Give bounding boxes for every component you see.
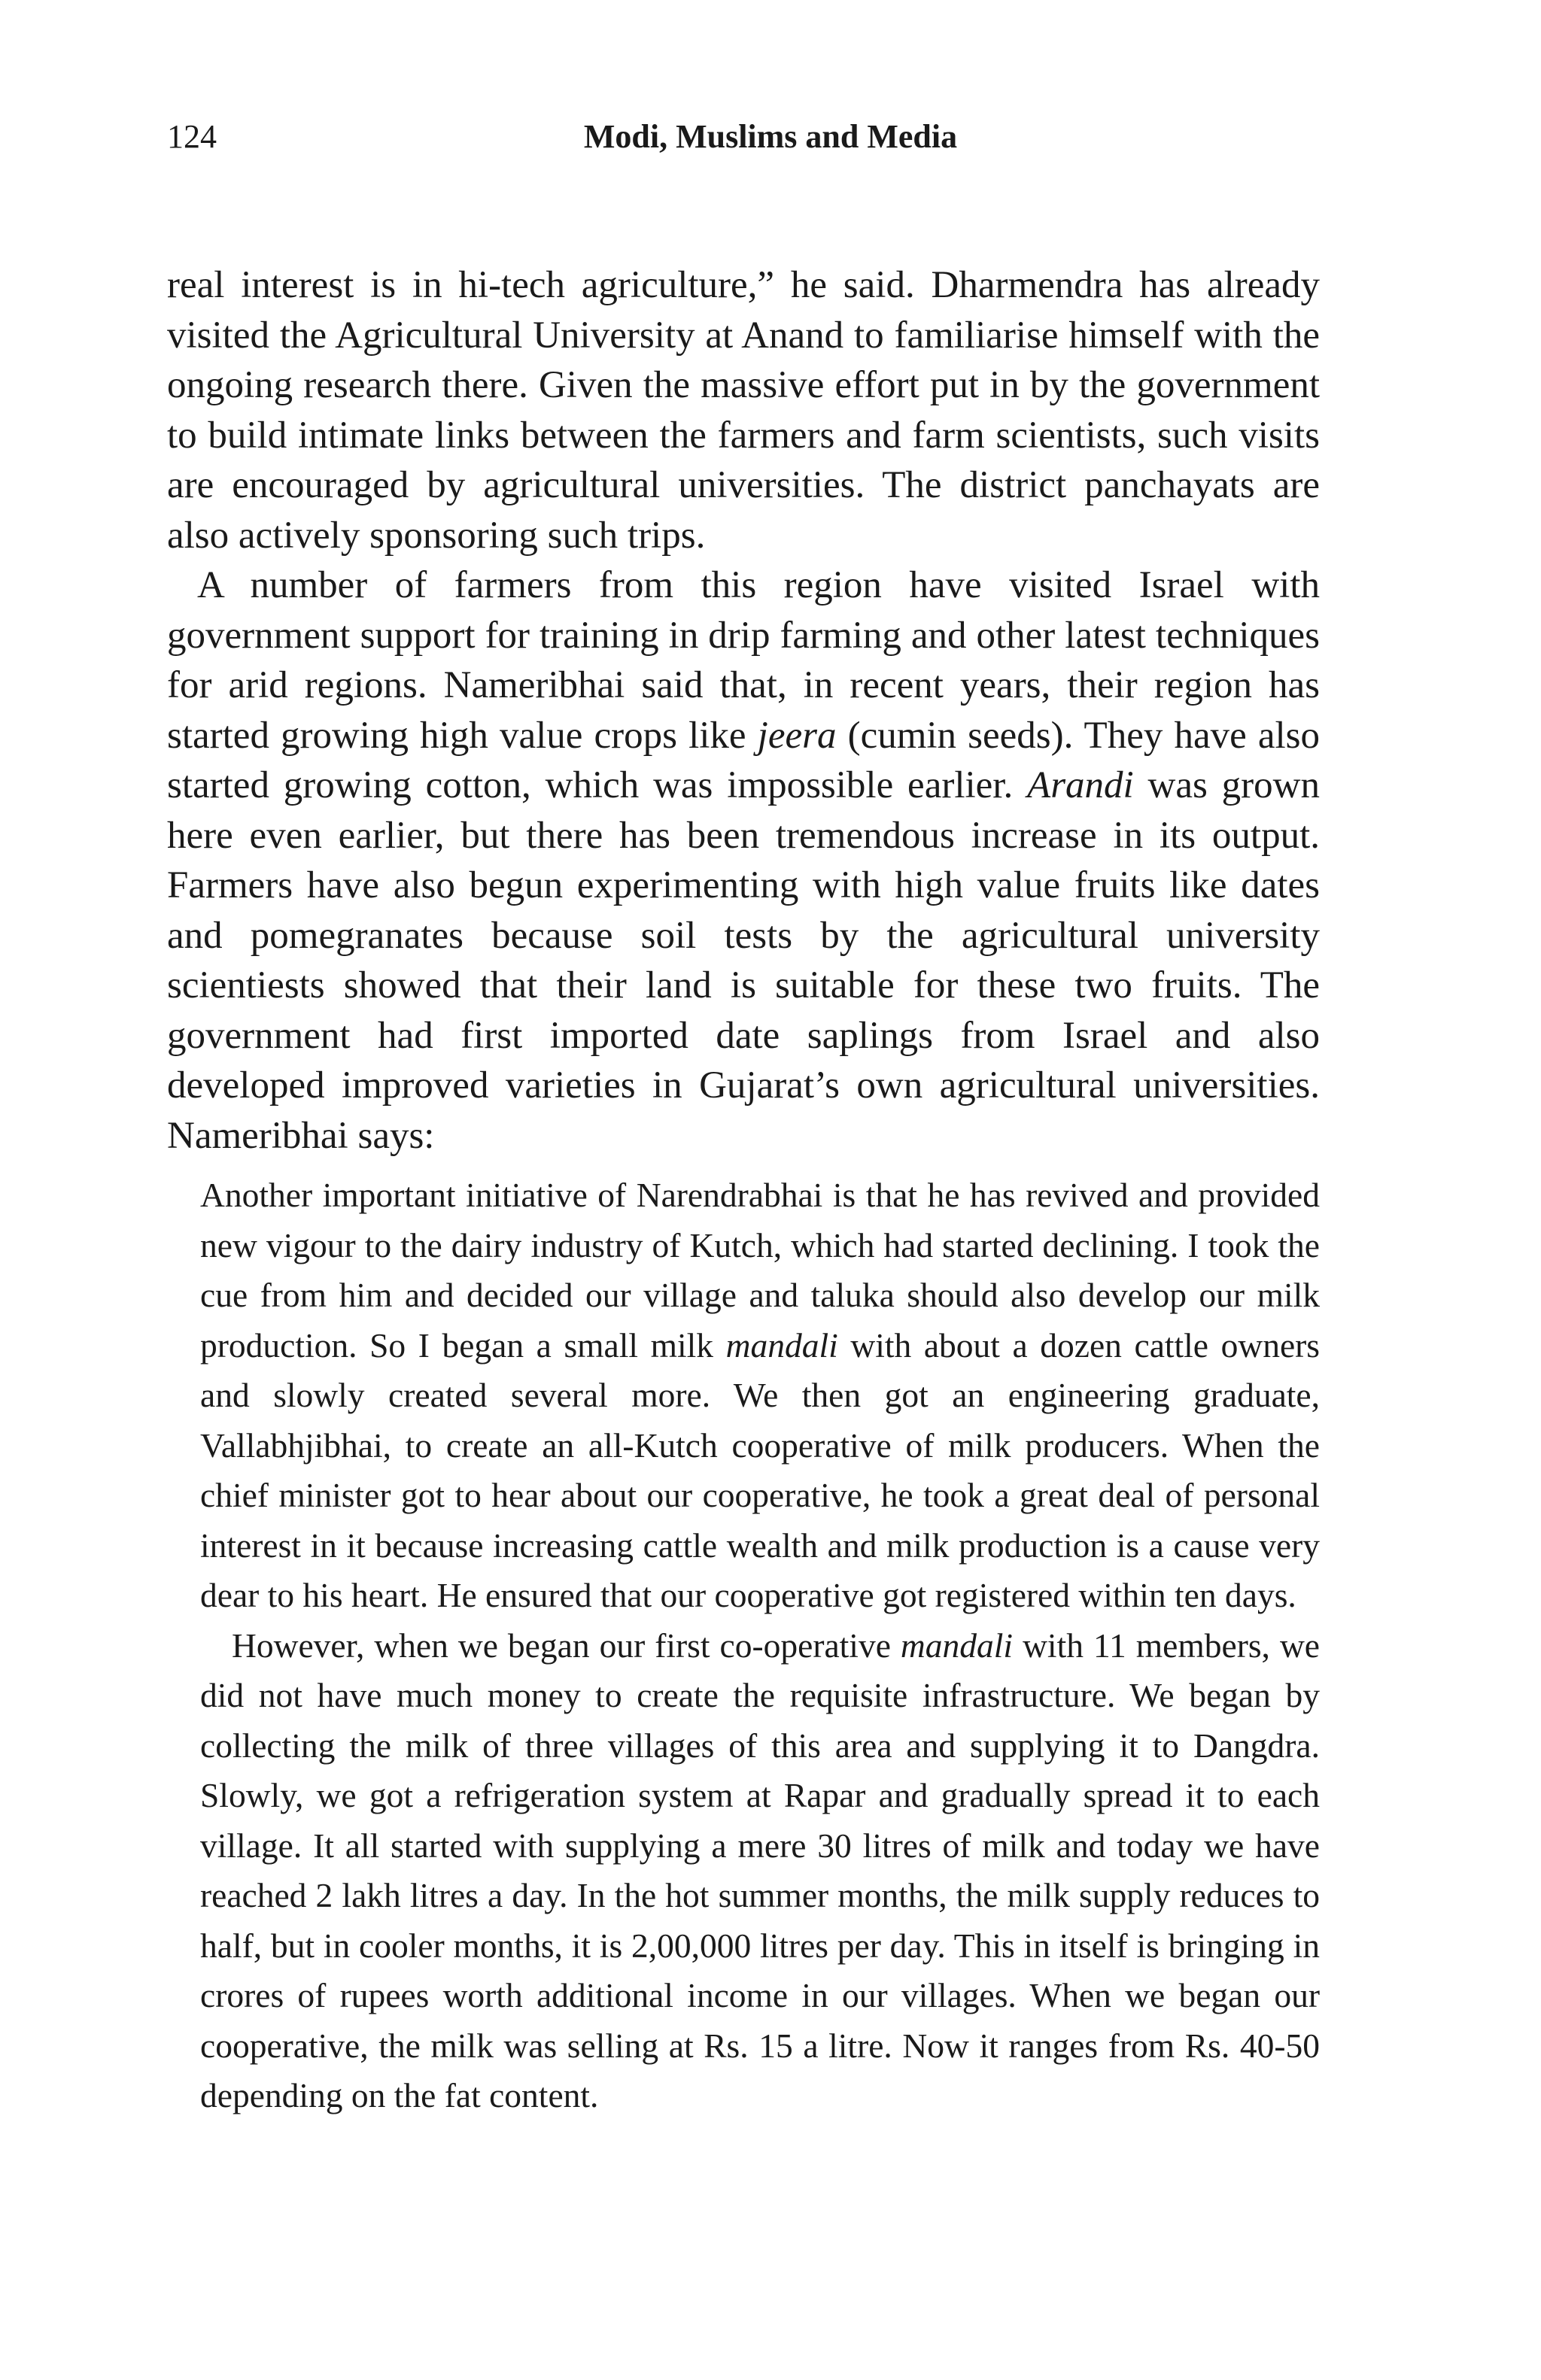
running-head [167, 114, 1374, 159]
mandali-term-2: mandali [900, 1626, 1014, 1665]
body-paragraph-2-text-c: (cumin seeds). They have also started growing cotton, which was impossible earlier. [167, 714, 1320, 806]
quote-paragraph-1-text-a: Another important initiative of Narendrabhai is that he has revived and provided new vigour to the dairy industry of Kutch, which had started declining. I took the cue from him and decided our village and taluka should also develop our milk production. So I began a small milk [200, 1176, 1320, 1365]
arandi-term: Arandi [1027, 764, 1134, 806]
book-title: Modi, Muslims and Media [583, 118, 958, 155]
quote-paragraph-2-text-c: with 11 members, we did not have much money to create the requisite infrastructure. We began by collecting the milk of three villages of this area and supplying it to Dangdra. Slowly, we got a refrigeration system at Rapar and gradually spread it to each village. It all started with supplying a mere 30 litres of milk and today we have reached 2 lakh litres a day. In the hot summer months, the milk supply reduces to half, but in cooler months, it is 2,00,000 litres per day. This in itself is bringing in crores of rupees worth additional income in our villages. When we began our cooperative, the milk was selling at Rs. 15 a litre. Now it ranges from Rs. 40-50 depending on the fat content. [200, 1626, 1320, 2114]
quote-paragraph-2 [200, 1621, 1320, 2121]
body-paragraph-2-text-e: was grown here even earlier, but there has been tremendous increase in its output. Farmers have also begun experimenting with high value fruits like dates and pomegranates because soil tests by the agricultural university scientiests showed that their land is suitable for these two fruits. The government had first imported date saplings from Israel and also developed improved varieties in Gujarat’s own agricultural universities. Nameribhai says: [167, 764, 1320, 1157]
quote-paragraph-1 [200, 1170, 1320, 1621]
quote-paragraph-1-text-c: with about a dozen cattle owners and slowly created several more. We then got an engineering graduate, Vallabhjibhai, to create an all-Kutch cooperative of milk producers. When the chief minister got to hear about our cooperative, he took a great deal of personal interest in it because increasing cattle wealth and milk production is a cause very dear to his heart. He ensured that our cooperative got registered within ten days. [200, 1325, 1320, 1614]
jeera-term: jeera [757, 714, 837, 757]
body-paragraph-2 [167, 560, 1320, 1161]
mandali-term: mandali [725, 1325, 838, 1365]
quote-paragraph-2-text-a: However, when we began our first co-operative [232, 1626, 901, 1665]
body-paragraph-2-text-a: A number of farmers from this region have visited Israel with government support for training in drip farming and other latest techniques for arid regions. Nameribhai said that, in recent years, their region has started growing high value crops like [167, 564, 1320, 757]
page-number: 124 [167, 118, 217, 155]
block-quote [200, 1170, 1320, 2121]
body-text [167, 260, 1320, 1161]
body-paragraph-1: real interest is in hi-tech agriculture,” he said. Dharmendra has already visited the Agricultural University at Anand to familiarise himself with the ongoing research there. Given the massive effort put in by the government to build intimate links between the farmers and farm scientists, such visits are encouraged by agricultural universities. The district panchayats are also actively sponsoring such trips. [167, 264, 1320, 557]
